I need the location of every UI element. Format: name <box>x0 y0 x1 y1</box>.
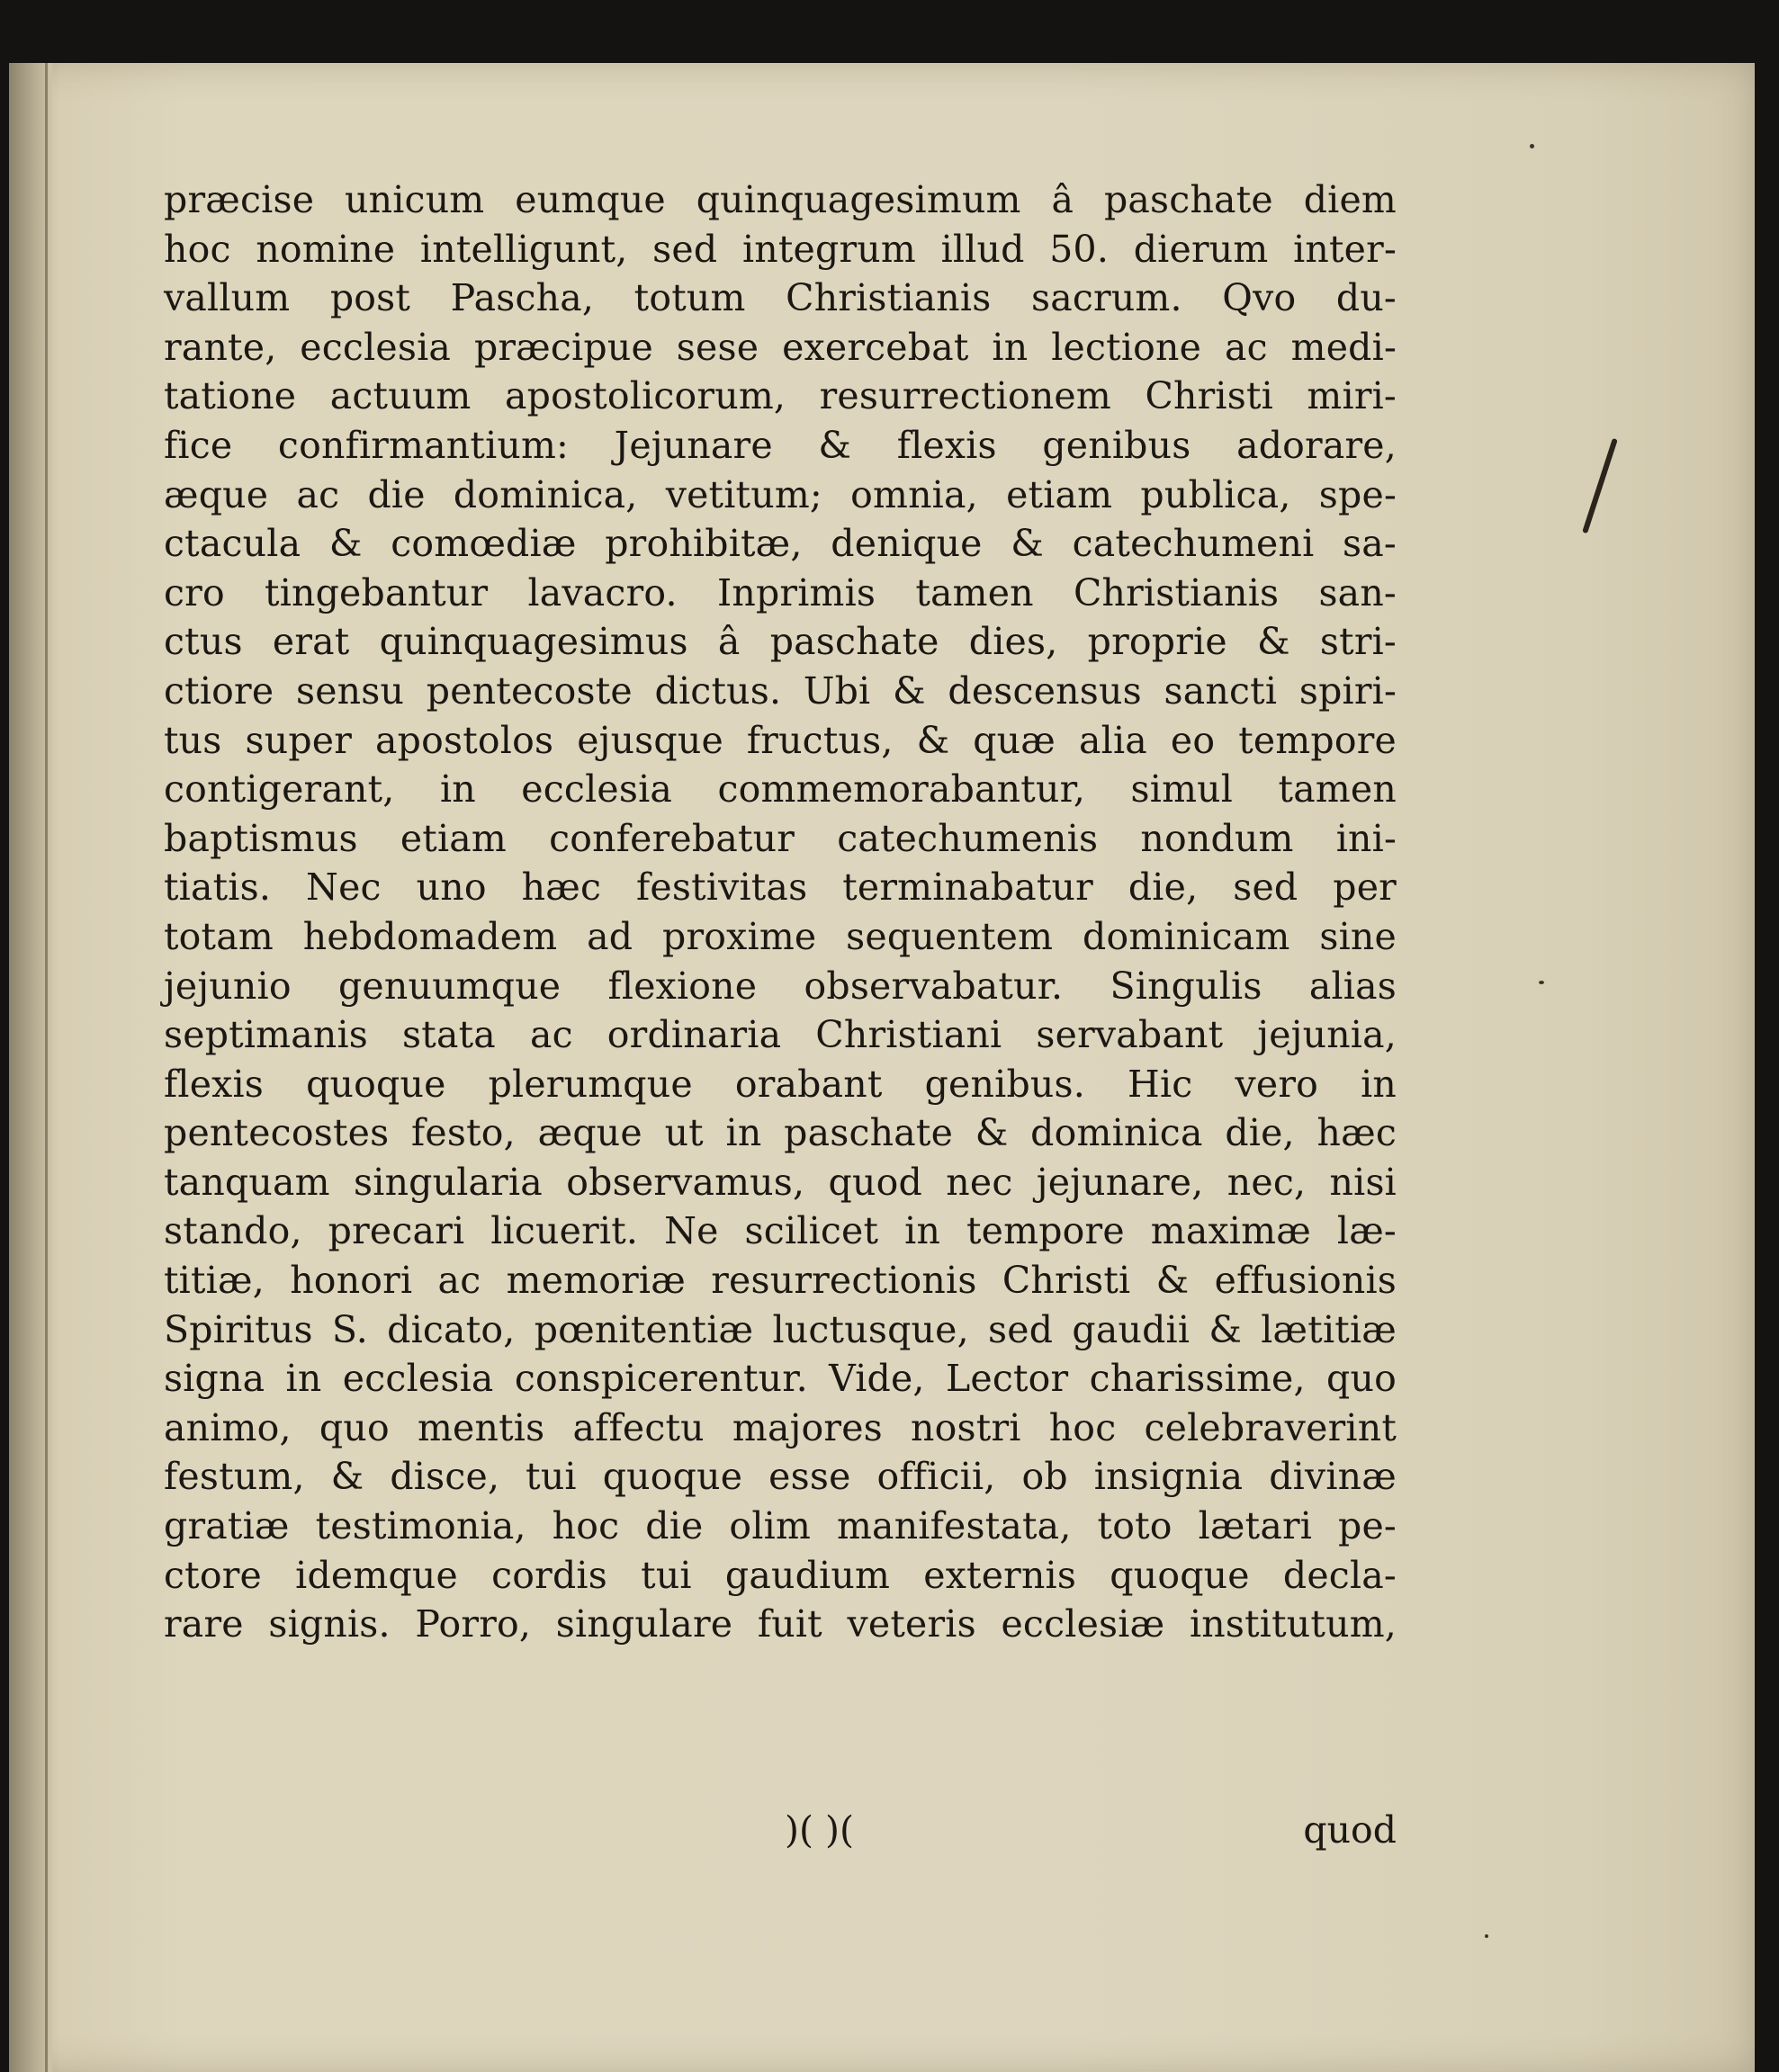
text-line: gratiæ testimonia, hoc die olim manifestata, toto lætari pe- <box>164 1504 1397 1548</box>
book-page <box>9 63 1755 2072</box>
gutter-fold-line <box>45 63 48 2072</box>
text-line: Spiritus S. dicato, pœnitentiæ luctusque, sed gaudii & lætitiæ <box>164 1307 1397 1351</box>
text-line: stando, precari licuerit. Ne scilicet in tempore maximæ læ- <box>164 1209 1397 1253</box>
text-line: totam hebdomadem ad proxime sequentem dominicam sine <box>164 914 1397 958</box>
text-line: jejunio genuumque flexione observabatur. Singulis alias <box>164 964 1397 1008</box>
text-line: præcise unicum eumque quinquagesimum â paschate diem <box>164 178 1397 221</box>
text-line: tatione actuum apostolicorum, resurrectionem Christi miri- <box>164 374 1397 418</box>
text-line: hoc nomine intelligunt, sed integrum illud 50. dierum inter- <box>164 227 1397 271</box>
signature-mark: )( )( <box>785 1808 855 1852</box>
text-line: septimanis stata ac ordinaria Christiani servabant jejunia, <box>164 1013 1397 1057</box>
text-line: ctiore sensu pentecoste dictus. Ubi & descensus sancti spiri- <box>164 668 1397 713</box>
catchword: quod <box>1303 1808 1397 1852</box>
text-line: fice confirmantium: Jejunare & flexis genibus adorare, <box>164 423 1397 467</box>
text-line: æque ac die dominica, vetitum; omnia, etiam publica, spe- <box>164 472 1397 516</box>
text-line: ctus erat quinquagesimus â paschate dies, proprie & stri- <box>164 620 1397 664</box>
text-line: cro tingebantur lavacro. Inprimis tamen Christianis san- <box>164 570 1397 614</box>
text-line: signa in ecclesia conspicerentur. Vide, Lector charissime, quo <box>164 1357 1397 1401</box>
text-line: rare signis. Porro, singulare fuit veteris ecclesiæ institutum, <box>164 1602 1397 1646</box>
text-line: flexis quoque plerumque orabant genibus. Hic vero in <box>164 1062 1397 1106</box>
page-footer <box>164 1808 1397 1862</box>
paper-speck <box>1530 144 1534 148</box>
text-line: tiatis. Nec uno hæc festivitas terminabatur die, sed per <box>164 866 1397 910</box>
text-line: animo, quo mentis affectu majores nostri hoc celebraverint <box>164 1405 1397 1449</box>
text-line: contigerant, in ecclesia commemorabantur, simul tamen <box>164 767 1397 812</box>
paper-speck <box>1539 981 1544 984</box>
text-line: tus super apostolos ejusque fructus, & quæ alia eo tempore <box>164 718 1397 762</box>
text-line: rante, ecclesia præcipue sese exercebat in lectione ac medi- <box>164 325 1397 369</box>
text-line: tanquam singularia observamus, quod nec jejunare, nec, nisi <box>164 1160 1397 1204</box>
paper-speck <box>1485 1934 1488 1938</box>
text-line: festum, & disce, tui quoque esse officii, ob insignia divinæ <box>164 1455 1397 1499</box>
body-text <box>164 175 1397 1649</box>
text-line: baptismus etiam conferebatur catechumenis nondum ini- <box>164 816 1397 860</box>
margin-pen-mark <box>1582 438 1618 534</box>
text-line: pentecostes festo, æque ut in paschate & dominica die, hæc <box>164 1111 1397 1155</box>
text-line: ctore idemque cordis tui gaudium externis quoque decla- <box>164 1553 1397 1597</box>
text-line: ctacula & comœdiæ prohibitæ, denique & catechumeni sa- <box>164 522 1397 566</box>
text-line: vallum post Pascha, totum Christianis sacrum. Qvo du- <box>164 276 1397 320</box>
text-line: titiæ, honori ac memoriæ resurrectionis Christi & effusionis <box>164 1259 1397 1303</box>
